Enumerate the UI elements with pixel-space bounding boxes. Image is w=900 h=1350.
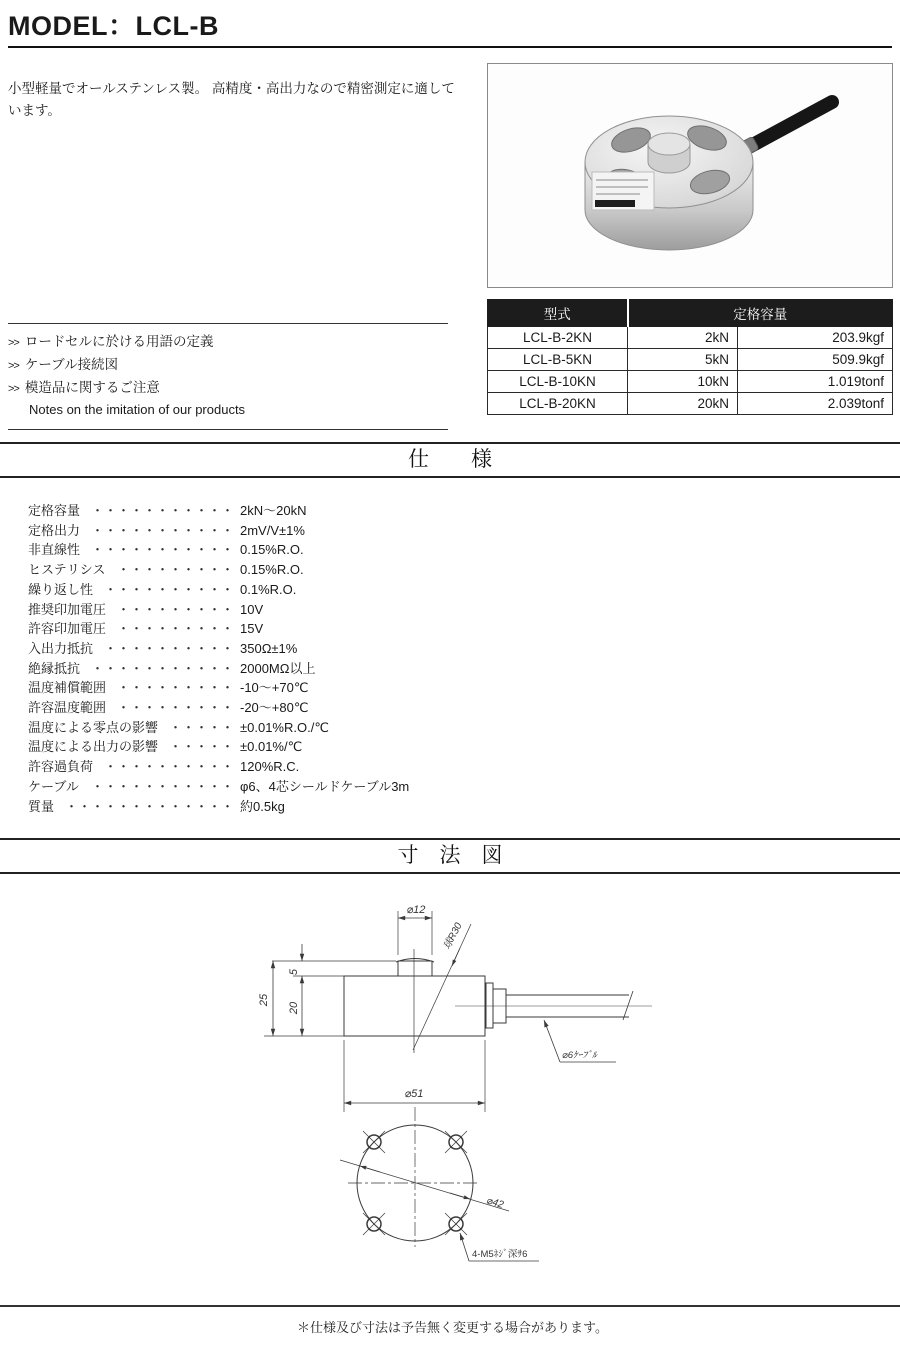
cell-model: LCL-B-10KN: [488, 371, 628, 393]
table-row: [488, 393, 893, 415]
dim-label-dia51: ⌀51: [404, 1088, 424, 1100]
load-cell-photo-illustration: [488, 64, 892, 287]
cell-kn: 2kN: [628, 327, 738, 349]
spec-row: 許容印加電圧 ・・・・・・・・・ 15V: [28, 621, 264, 637]
spec-row: 繰り返し性 ・・・・・・・・・・ 0.1%R.O.: [28, 581, 297, 597]
title-divider: [8, 46, 892, 48]
cable-gland-outline: [486, 983, 493, 1028]
dim-label-25: 25: [258, 993, 270, 1007]
link-imitation-notice-label[interactable]: 模造品に関するご注意: [24, 380, 160, 395]
product-description: 小型軽量でオールステンレス製。 高精度・高出力なので精密測定に適しています。: [8, 81, 455, 118]
spec-row: 入出力抵抗 ・・・・・・・・・・ 350Ω±1%: [28, 640, 298, 656]
cell-model: LCL-B-5KN: [488, 349, 628, 371]
section-specs-header: [0, 442, 900, 478]
dim-label-dia42: ⌀42: [485, 1195, 505, 1211]
table-row: [488, 349, 893, 371]
dims-title: 寸 法 図: [397, 844, 503, 867]
dim-label-cable: ⌀6ｹｰﾌﾞﾙ: [562, 1050, 597, 1061]
link-terms-label[interactable]: ロードセルに於ける用語の定義: [24, 334, 214, 349]
cell-kn: 10kN: [628, 371, 738, 393]
link-cable-diagram[interactable]: [8, 354, 448, 377]
spec-row: 定格出力 ・・・・・・・・・・・ 2mV/V±1%: [28, 522, 305, 538]
cell-kn: 20kN: [628, 393, 738, 415]
spec-row: 許容温度範囲 ・・・・・・・・・ -20～+80℃: [28, 700, 309, 716]
dim-label-dia12: ⌀12: [406, 904, 426, 916]
link-marker: >>: [8, 383, 19, 395]
dim-label-5: 5: [288, 968, 300, 976]
cell-model: LCL-B-20KN: [488, 393, 628, 415]
link-imitation-notice-en: Notes on the imitation of our products: [29, 402, 246, 417]
spec-row: ケーブル ・・・・・・・・・・・ φ6、4芯シールドケーブル3m: [28, 778, 410, 794]
dim-label-r30: 球R30: [441, 921, 465, 952]
product-photo: [487, 63, 893, 288]
cell-conv: 1.019tonf: [738, 371, 893, 393]
dim-label-20: 20: [288, 1001, 300, 1015]
footer-divider: [0, 1305, 900, 1307]
link-cable-diagram-label[interactable]: ケーブル接続図: [24, 357, 119, 372]
cell-conv: 203.9kgf: [738, 327, 893, 349]
cell-model: LCL-B-2KN: [488, 327, 628, 349]
spec-row: 温度による零点の影響 ・・・・・ ±0.01%R.O./℃: [28, 719, 329, 735]
spec-row: 定格容量 ・・・・・・・・・・・ 2kN～20kN: [28, 503, 307, 518]
footer-note: ＊仕様及び寸法は予告無く変更する場合があります。: [297, 1320, 608, 1335]
spec-list: [28, 501, 409, 816]
cell-conv: 2.039tonf: [738, 393, 893, 415]
dim-label-screw: 4-M5ﾈｼﾞ深ｻ6: [472, 1249, 528, 1260]
center-boss-top: [648, 133, 690, 155]
table-row: [488, 327, 893, 349]
spec-row: 許容過負荷 ・・・・・・・・・・ 120%R.C.: [28, 759, 300, 775]
side-view-boss: [398, 961, 432, 976]
spec-row: 非直線性 ・・・・・・・・・・・ 0.15%R.O.: [28, 542, 304, 558]
spec-row: 質量 ・・・・・・・・・・・・・ 約0.5kg: [28, 798, 285, 814]
page-title: MODEL：LCL-B: [8, 11, 219, 41]
link-marker: >>: [8, 337, 19, 349]
related-links: [8, 323, 448, 430]
col-header-model: 型式: [488, 300, 628, 327]
section-dims-header: [0, 838, 900, 874]
specs-title: 仕 様: [408, 448, 492, 471]
dimension-drawing: [0, 880, 900, 1300]
link-marker: >>: [8, 360, 19, 372]
spec-row: ヒステリシス ・・・・・・・・・ 0.15%R.O.: [28, 562, 304, 578]
table-row: [488, 371, 893, 393]
link-terms[interactable]: [8, 331, 448, 354]
cell-kn: 5kN: [628, 349, 738, 371]
spec-row: 温度補償範囲 ・・・・・・・・・ -10～+70℃: [28, 680, 309, 696]
side-label-band: [595, 200, 635, 207]
capacity-table: [487, 299, 893, 415]
col-header-capacity: 定格容量: [628, 300, 893, 327]
spec-row: 温度による出力の影響 ・・・・・ ±0.01%/℃: [28, 739, 303, 755]
cell-conv: 509.9kgf: [738, 349, 893, 371]
link-imitation-notice[interactable]: [8, 377, 448, 400]
spec-row: 推奨印加電圧 ・・・・・・・・・ 10V: [28, 601, 264, 617]
spec-row: 絶縁抵抗 ・・・・・・・・・・・ 2000MΩ以上: [28, 660, 316, 676]
